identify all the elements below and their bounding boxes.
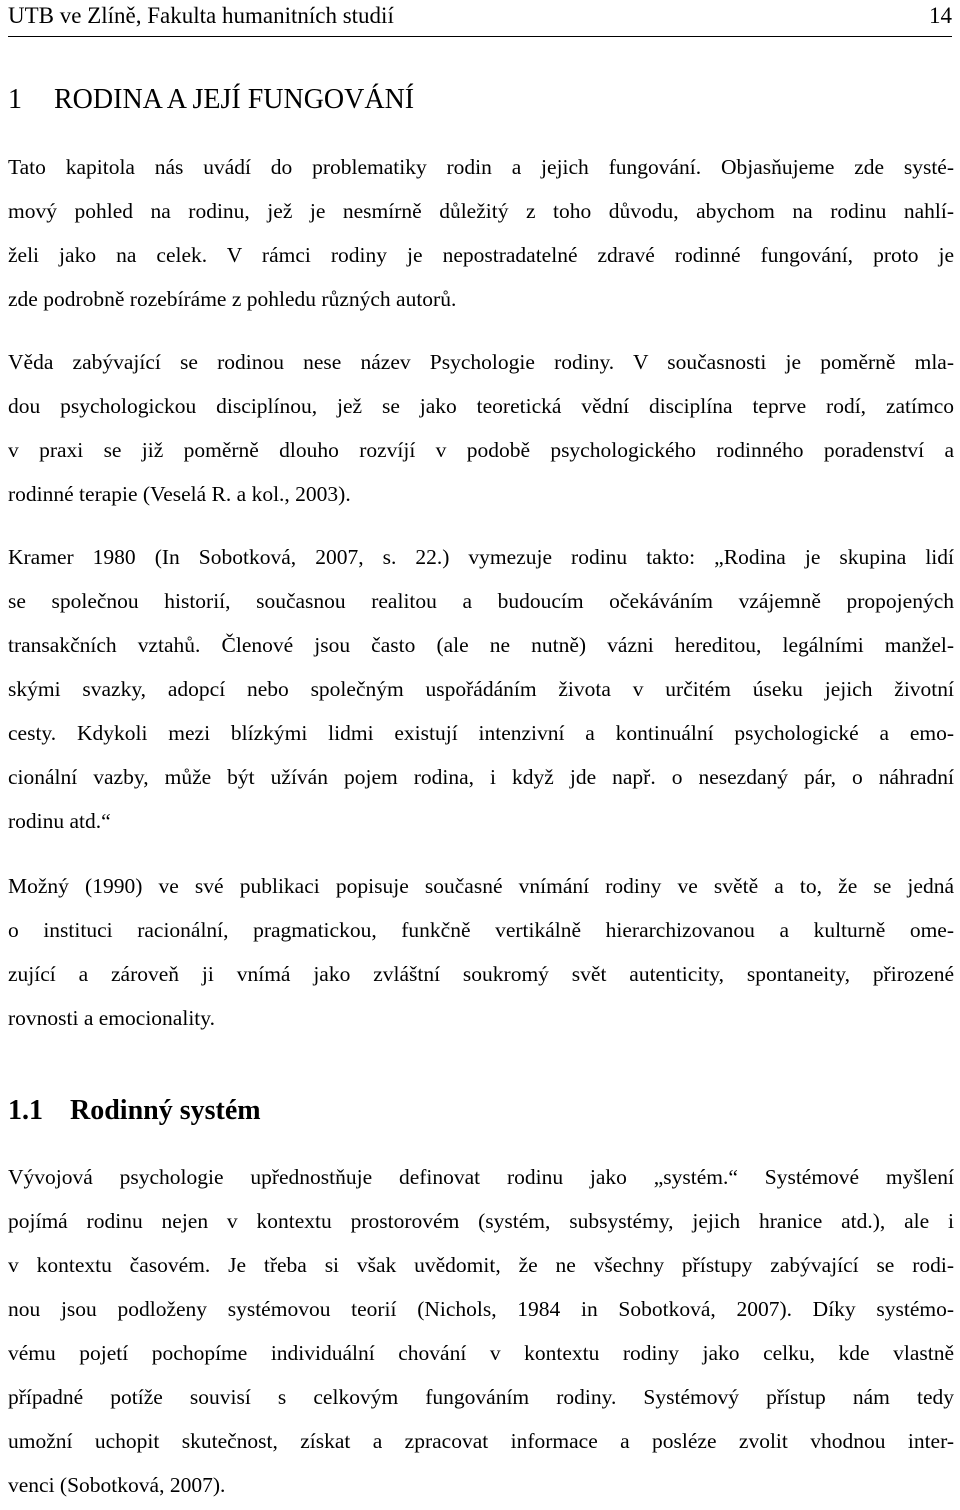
text-line: Vývojová psychologie upřednostňuje definovat rodinu jako „systém.“ Systémové myšlení bbox=[8, 1165, 954, 1189]
text-line: dou psychologickou disciplínou, jež se jako teoretická vědní disciplína teprve rodí, zatímco bbox=[8, 394, 954, 418]
chapter-number: 1 bbox=[8, 84, 22, 115]
text-line: nou jsou podloženy systémovou teorií (Nichols, 1984 in Sobotková, 2007). Díky systémo- bbox=[8, 1297, 954, 1321]
running-header bbox=[8, 0, 952, 37]
text-line: želi jako na celek. V rámci rodiny je nepostradatelné zdravé rodinné fungování, proto je bbox=[8, 243, 954, 267]
text-line: rodinu atd.“ bbox=[8, 809, 111, 833]
text-line: venci (Sobotková, 2007). bbox=[8, 1473, 226, 1497]
text-line: o instituci racionální, pragmatickou, funkčně vertikálně hierarchizovanou a kulturně ome- bbox=[8, 918, 954, 942]
text-line: Věda zabývající se rodinou nese název Psychologie rodiny. V současnosti je poměrně mla- bbox=[8, 350, 954, 374]
text-line: se společnou historií, současnou realitou a budoucím očekáváním vzájemně propojených bbox=[8, 589, 954, 613]
chapter-title: RODINA A JEJÍ FUNGOVÁNÍ bbox=[54, 84, 415, 115]
text-line: vému pojetí pochopíme individuální chování v kontextu rodiny jako celku, kde vlastně bbox=[8, 1341, 954, 1365]
section-heading bbox=[8, 1093, 261, 1129]
paragraph-mozny bbox=[8, 864, 954, 1040]
chapter-heading bbox=[8, 82, 414, 118]
page-number: 14 bbox=[929, 3, 952, 28]
text-line: cionální vazby, může být užíván pojem rodina, i když jde např. o nesezdaný pár, o náhradní bbox=[8, 765, 954, 789]
text-line: zující a zároveň ji vnímá jako zvláštní soukromý svět autenticity, spontaneity, přirozené bbox=[8, 962, 954, 986]
text-line: pojímá rodinu nejen v kontextu prostorovém (systém, subsystémy, jejich hranice atd.), ale i bbox=[8, 1209, 954, 1233]
text-line: umožní uchopit skutečnost, získat a zpracovat informace a posléze zvolit vhodnou inter- bbox=[8, 1429, 954, 1453]
header-title: UTB ve Zlíně, Fakulta humanitních studií bbox=[8, 3, 394, 28]
paragraph-intro bbox=[8, 145, 954, 321]
text-line: rodinné terapie (Veselá R. a kol., 2003). bbox=[8, 482, 351, 506]
text-line: v kontextu časovém. Je třeba si však uvědomit, že ne všechny přístupy zabývající se rodi- bbox=[8, 1253, 954, 1277]
text-line: skými svazky, adopcí nebo společným uspořádáním života v určitém úseku jejich životní bbox=[8, 677, 954, 701]
text-line: transakčních vztahů. Členové jsou často (ale ne nutně) vázni hereditou, legálními manžel- bbox=[8, 633, 954, 657]
text-line: Možný (1990) ve své publikaci popisuje současné vnímání rodiny ve světě a to, že se jedná bbox=[8, 874, 954, 898]
text-line: rovnosti a emocionality. bbox=[8, 1006, 215, 1030]
section-title: Rodinný systém bbox=[70, 1095, 261, 1126]
text-line: případné potíže souvisí s celkovým fungováním rodiny. Systémový přístup nám tedy bbox=[8, 1385, 954, 1409]
text-line: zde podrobně rozebíráme z pohledu různých autorů. bbox=[8, 287, 457, 311]
text-line: Kramer 1980 (In Sobotková, 2007, s. 22.) vymezuje rodinu takto: „Rodina je skupina lidí bbox=[8, 545, 954, 569]
text-line: v praxi se již poměrně dlouho rozvíjí v podobě psychologického rodinného poradenství a bbox=[8, 438, 954, 462]
text-line: cesty. Kdykoli mezi blízkými lidmi existují intenzivní a kontinuální psychologické a emo- bbox=[8, 721, 954, 745]
paragraph-kramer bbox=[8, 535, 954, 843]
paragraph-system bbox=[8, 1155, 954, 1507]
text-line: Tato kapitola nás uvádí do problematiky rodin a jejich fungování. Objasňujeme zde systé- bbox=[8, 155, 954, 179]
text-line: mový pohled na rodinu, jež je nesmírně důležitý z toho důvodu, abychom na rodinu nahlí- bbox=[8, 199, 954, 223]
section-number: 1.1 bbox=[8, 1095, 43, 1126]
paragraph-psychology bbox=[8, 340, 954, 516]
